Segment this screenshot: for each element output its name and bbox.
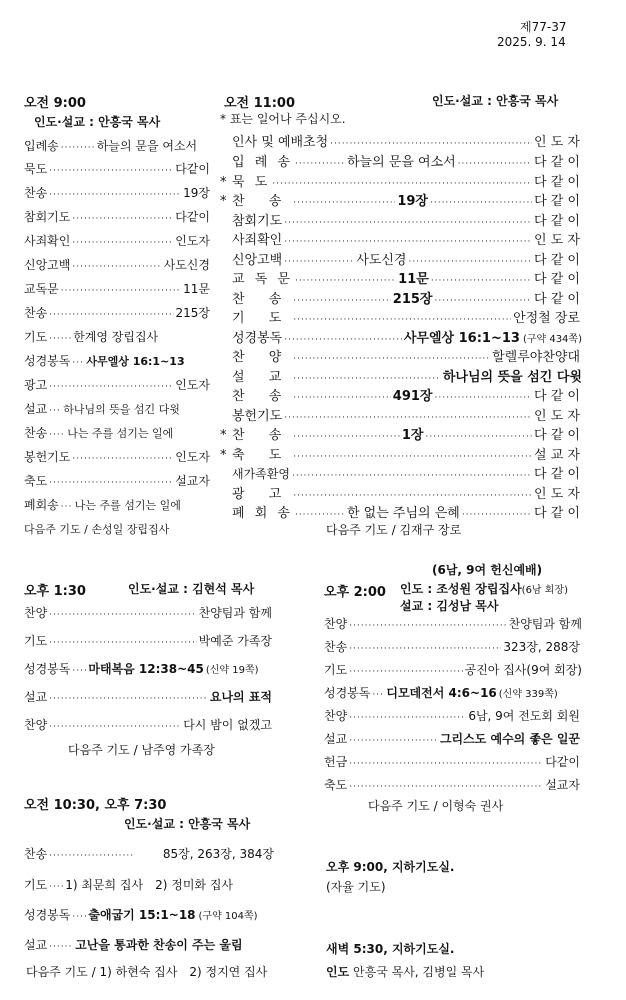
list-item: 사죄확인 ····· 인도자 (24, 232, 210, 249)
pm200-preacher: 설교 : 김성남 목사 (400, 599, 499, 613)
list-item: 찬송 ····· 323장, 288장 (324, 638, 580, 655)
list-item: 축도 ····· 설교자 (324, 776, 580, 793)
pm130-next-prayer: 다음주 기도 / 남주영 가족장 (68, 743, 215, 757)
list-item: 참회기도 ····· 다같이 (24, 208, 210, 225)
list-item: 신앙고백 ····· 사도신경 (24, 256, 210, 273)
am11-leader: 인도·설교 : 안흥국 목사 (432, 94, 559, 108)
list-item: 인사 및 예배초청 ····· 인 도 자 (220, 131, 580, 150)
bulletin-date: 2025. 9. 14 (497, 35, 566, 49)
list-item: 기 도 ····· 안정철 장로 (220, 307, 580, 326)
am9-leader: 인도·설교 : 안흥국 목사 (34, 115, 161, 129)
am1030-leader: 인도·설교 : 안흥국 목사 (124, 817, 251, 831)
list-item: 찬양 ····· 다시 밤이 없겠고 (24, 716, 272, 733)
bulletin-number: 제77-37 (520, 20, 567, 34)
pm900-note: (자율 기도) (326, 880, 386, 894)
list-item: 성경봉독 ····· 디모데전서 4:6~16 (신약 339쪽) (324, 684, 580, 701)
list-item: 설교 ····· 하나님의 뜻을 섬긴 다윗 (24, 400, 214, 417)
list-item: 폐회송 ····· 나는 주를 섬기는 일에 (24, 496, 214, 513)
list-item: 설교 ····· 그리스도 예수의 좋은 일꾼 (324, 730, 580, 747)
list-item: 기도 ····· 공진아 집사(9여 회장) (324, 661, 582, 678)
list-item: * 찬 송 ····· 19장 ····· 다 같 이 (220, 190, 580, 209)
pm900-title: 오후 9:00, 지하기도실. (326, 860, 455, 874)
pm200-leader: 인도 : 조성원 장립집사(6남 회장) (400, 582, 568, 596)
am9-title: 오전 9:00 (24, 96, 86, 111)
list-item: 사죄확인 ····· 인 도 자 (220, 229, 580, 248)
list-item: 기도 ····· 1) 최문희 집사 2) 정미화 집사 (24, 876, 276, 893)
list-item: 찬 송 ····· 215장 ····· 다 같 이 (220, 288, 580, 307)
list-item: 찬송 ····· 85장, 263장, 384장 (24, 845, 274, 862)
list-item: 찬양 ····· 찬양팀과 함께 (24, 604, 272, 621)
list-item: 찬 송 ····· 491장 ····· 다 같 이 (220, 385, 580, 404)
list-item: 찬송 ····· 215장 (24, 304, 210, 321)
list-item: 기도 ····· 한계영 장립집사 (24, 328, 210, 345)
list-item: 입 례 송 ····· 하늘의 문을 여소서 ····· 다 같 이 (220, 151, 580, 170)
list-item: 묵도 ····· 다같이 (24, 160, 210, 177)
list-item: 폐 회 송 ····· 한 없는 주님의 은혜 ····· 다 같 이 (220, 502, 580, 521)
list-item: 광 고 ····· 인 도 자 (220, 483, 580, 502)
pm130-leader: 인도·설교 : 김현석 목사 (128, 582, 255, 596)
list-item: 교 독 문 ····· 11문 ····· 다 같 이 (220, 268, 580, 287)
pm200-title: 오후 2:00 (324, 585, 386, 600)
pm130-title: 오후 1:30 (24, 584, 86, 599)
list-item: 봉헌기도 ····· 인 도 자 (220, 405, 580, 424)
list-item: 설교 ····· 요나의 표적 (24, 688, 272, 705)
pm200-next-prayer: 다음주 기도 / 이형숙 권사 (368, 799, 504, 813)
am11-next-prayer: 다음주 기도 / 김재구 장로 (326, 523, 462, 537)
list-item: 입례송 ····· 하늘의 문을 여소서 (24, 137, 214, 154)
list-item: 헌금 ····· 다같이 (324, 753, 580, 770)
list-item: 성경봉독 ····· 마태복음 12:38~45 (신약 19쪽) (24, 660, 276, 677)
list-item: 설 교 ····· 하나님의 뜻을 섬긴 다윗 (220, 366, 582, 385)
am1030-title: 오전 10:30, 오후 7:30 (24, 798, 167, 813)
list-item: 성경봉독 ····· 출애굽기 15:1~18 (구약 104쪽) (24, 906, 276, 923)
list-item: 참회기도 ····· 다 같 이 (220, 210, 580, 229)
list-item: * 축 도 ····· 설 교 자 (220, 444, 580, 463)
list-item: * 찬 송 ····· 1장 ····· 다 같 이 (220, 424, 580, 443)
am1030-next-prayer: 다음주 기도 / 1) 하현숙 집사 2) 정지연 집사 (26, 965, 268, 979)
dawn-title: 새벽 5:30, 지하기도실. (326, 942, 455, 956)
list-item: 기도 ····· 박예준 가족장 (24, 632, 272, 649)
list-item: 광고 ····· 인도자 (24, 376, 210, 393)
list-item: 새가족환영 ····· 다 같 이 (220, 463, 580, 482)
list-item: * 묵 도 ····· 다 같 이 (220, 171, 580, 190)
list-item: 봉헌기도 ····· 인도자 (24, 448, 210, 465)
am11-note: * 표는 일어나 주십시오. (220, 112, 346, 126)
list-item: 축도 ····· 설교자 (24, 472, 210, 489)
am11-title: 오전 11:00 (224, 96, 296, 111)
pm200-subtitle: (6남, 9여 헌신예배) (432, 563, 543, 577)
list-item: 신앙고백 ····· 사도신경 ····· 다 같 이 (220, 249, 580, 268)
list-item: 찬양 ····· 찬양팀과 함께 (324, 615, 582, 632)
am9-next-prayer: 다음주 기도 / 손성일 장립집사 (24, 523, 170, 536)
list-item: 성경봉독 ····· 사무엘상 16:1~13 (구약 434쪽) (220, 327, 582, 346)
list-item: 교독문 ····· 11문 (24, 280, 210, 297)
list-item: 성경봉독 ····· 사무엘상 16:1~13 (24, 352, 214, 369)
list-item: 찬 양 ····· 할렐루야찬양대 (220, 346, 580, 365)
list-item: 찬송 ····· 19장 (24, 184, 210, 201)
dawn-leaders: 인도 안흥국 목사, 김병일 목사 (326, 965, 485, 979)
list-item: 찬송 ····· 나는 주를 섬기는 일에 (24, 424, 214, 441)
list-item: 찬양 ····· 6남, 9여 전도회 회원 (324, 707, 580, 724)
list-item: 설교 ····· 고난을 통과한 찬송이 주는 울림 (24, 936, 276, 953)
